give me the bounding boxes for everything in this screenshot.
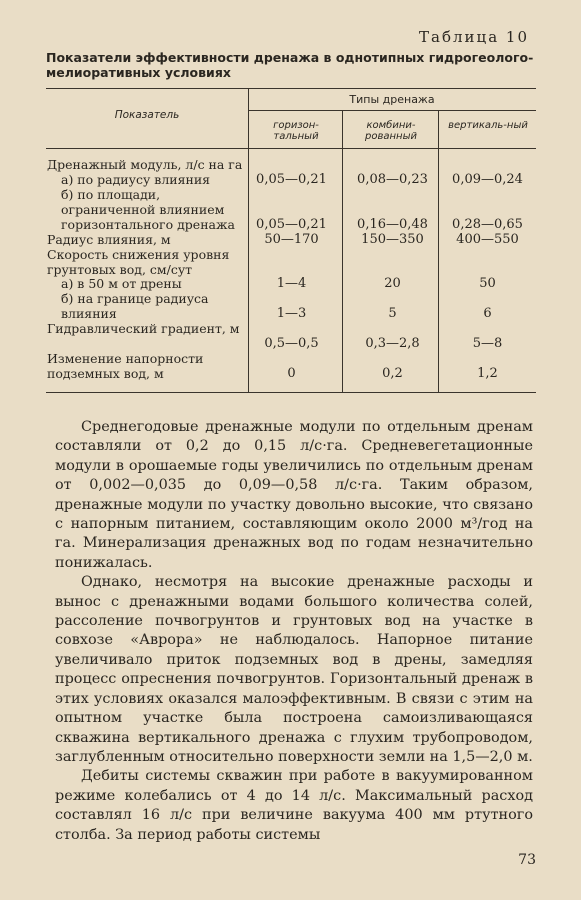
table-number: Таблица 10: [419, 28, 529, 46]
cell-vertical: 0,09—0,24: [452, 172, 523, 187]
cell-vertical: 5—8: [472, 336, 503, 351]
paragraph: Дебиты системы скважин при работе в вакуумированном режиме колебались от 4 до 14 л/с. Максимальный расход составлял 16 л/с при величине вакуума 400 мм ртутного столба. За период работы системы: [55, 768, 533, 843]
table-header-bottom-rule: [46, 148, 536, 149]
row-label: б) по площади, ограниченной влиянием горизонтального дренажа: [61, 187, 235, 232]
cell-horizontal: 50—170: [264, 232, 319, 247]
page-number: 73: [518, 852, 536, 868]
cell-vertical: 6: [483, 306, 492, 321]
header-drainage-types: Типы дренажа: [349, 93, 435, 106]
cell-vertical: 1,2: [477, 366, 498, 381]
table-top-rule: [46, 88, 536, 89]
cell-horizontal: 0,05—0,21: [256, 172, 327, 187]
cell-vertical: 50: [479, 276, 496, 291]
row-label: Скорость снижения уровня грунтовых вод, см/сут: [47, 247, 230, 277]
row-label: Изменение напорности подземных вод, м: [47, 351, 204, 381]
cell-vertical: 400—550: [456, 232, 519, 247]
row-label: а) по радиусу влияния: [61, 172, 211, 187]
cell-combined: 0,3—2,8: [365, 336, 420, 351]
table-caption: Показатели эффективности дренажа в однотипных гидрогеолого-мелиоративных условиях: [46, 50, 534, 80]
paragraph: Однако, несмотря на высокие дренажные расходы и вынос с дренажными водами большого количества солей, рассоление почвогрунтов и грунтовых вод на участке в совхозе «Аврора» не наблюдалось. Напорное питание увеличивало приток подземных вод в дрены, замедляя процесс опреснения почвогрунтов. Горизонтальный дренаж в этих условиях оказался малоэффективным. В связи с этим на опытном участке была построена самоизливающаяся скважина вертикального дренажа с глухим трубопроводом, заглубленным относительно поверхности земли на 1,5—2,0 м.: [55, 574, 533, 765]
header-col-vertical: вертикаль-ный: [448, 120, 528, 131]
cell-horizontal: 1—4: [276, 276, 307, 291]
header-indicator: Показатель: [114, 109, 180, 121]
cell-vertical: 0,28—0,65: [452, 217, 523, 232]
table-bottom-rule: [46, 392, 536, 393]
cell-combined: 0,08—0,23: [357, 172, 428, 187]
cell-combined: 0,16—0,48: [357, 217, 428, 232]
cell-horizontal: 1—3: [276, 306, 307, 321]
header-col-horizontal: горизон-тальный: [273, 120, 319, 142]
cell-combined: 150—350: [361, 232, 424, 247]
cell-horizontal: 0,5—0,5: [264, 336, 319, 351]
cell-horizontal: 0,05—0,21: [256, 217, 327, 232]
table-types-rule: [248, 110, 536, 111]
row-label: Радиус влияния, м: [47, 232, 171, 247]
cell-combined: 20: [384, 276, 401, 291]
table-col-divider-2: [342, 110, 343, 392]
row-label: Дренажный модуль, л/с на га: [47, 157, 243, 172]
cell-horizontal: 0: [287, 366, 296, 381]
row-label: б) на границе радиуса влияния: [61, 291, 209, 321]
cell-combined: 5: [388, 306, 397, 321]
row-label: а) в 50 м от дрены: [61, 276, 182, 291]
row-label: Гидравлический градиент, м: [47, 321, 240, 336]
header-col-combined: комбини-рованный: [365, 120, 417, 142]
paragraph: Среднегодовые дренажные модули по отдельным дренам составляли от 0,2 до 0,15 л/с·га. Средневегетационные модули в орошаемые годы увеличились по отдельным дренам от 0,002—0,035 до 0,09—0,58 л/с·га. Таким образом, дренажные модули по участку довольно высокие, что связано с напорным питанием, составляющим около 2000 м³/год на га. Минерализация дренажных вод по годам незначительно понижалась.: [55, 419, 533, 571]
body-text: [55, 418, 533, 845]
cell-combined: 0,2: [382, 366, 403, 381]
